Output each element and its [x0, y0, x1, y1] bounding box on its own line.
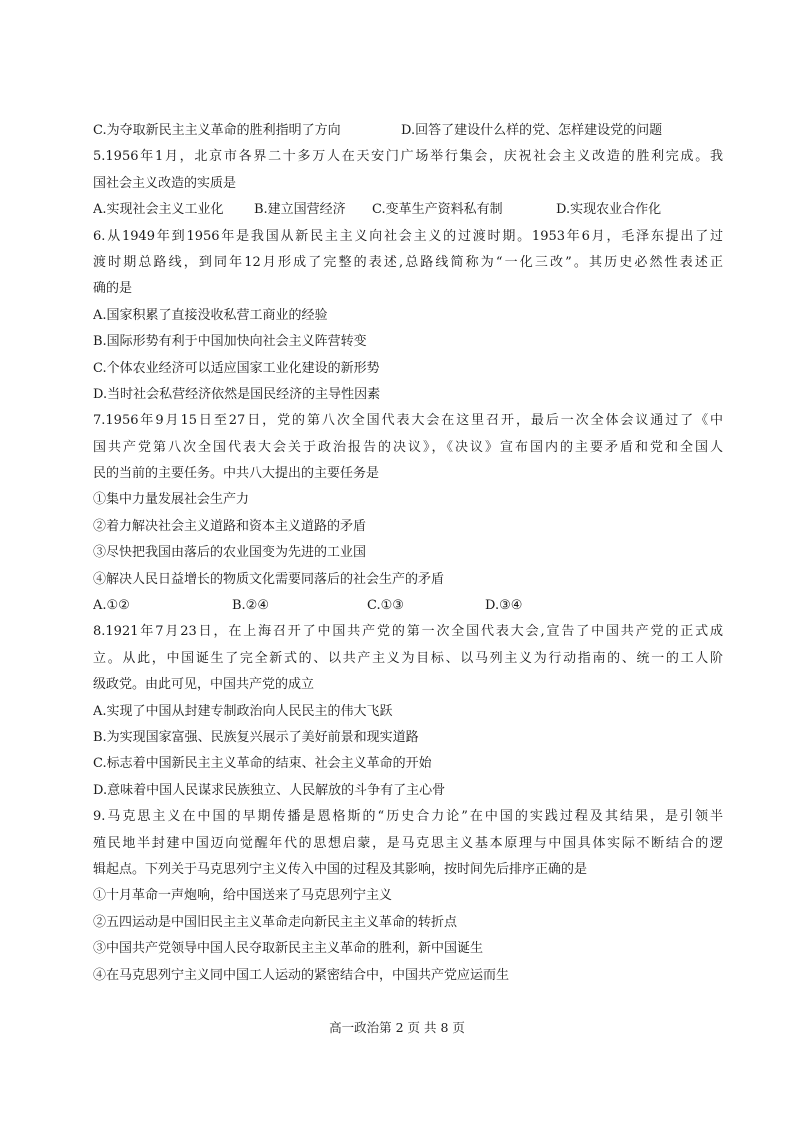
q5-option-d: D.实现农业合作化	[556, 202, 662, 218]
q7-stem-line-3: 民的当前的主要任务。中共八大提出的主要任务是	[93, 466, 380, 482]
q7-option-a: A.①②	[93, 598, 130, 614]
q8-stem-line-2: 立。从此，中国诞生了完全新式的、以共产主义为目标、以马列主义为行动指南的、统一的工人阶	[93, 650, 723, 666]
q6-option-b: B.国际形势有利于中国加快向社会主义阵营转变	[93, 334, 367, 350]
q7-option-c: C.①③	[367, 598, 404, 614]
q4-option-c: C.为夺取新民主主义革命的胜利指明了方向	[93, 123, 341, 138]
q7-item-2: ②着力解决社会主义道路和资本主义道路的矛盾	[93, 518, 367, 534]
q7-stem-line-1: 7.1956年9月15日至27日，党的第八次全国代表大会在这里召开，最后一次全体会议通过了《中	[93, 413, 723, 429]
q9-item-3: ③中国共产党领导中国人民夺取新民主主义革命的胜利，新中国诞生	[93, 941, 484, 957]
q5-options	[93, 197, 723, 223]
q6-option-a: A.国家积累了直接没收私营工商业的经验	[93, 307, 328, 323]
q6-option-c: C.个体农业经济可以适应国家工业化建设的新形势	[93, 360, 380, 376]
q7-item-1: ①集中力量发展社会生产力	[93, 492, 250, 508]
q7-item-3: ③尽快把我国由落后的农业国变为先进的工业国	[93, 545, 367, 561]
q6-stem-line-1: 6.从1949年到1956年是我国从新民主主义向社会主义的过渡时期。1953年6月，毛泽东提出了过	[93, 228, 723, 244]
q7-option-b: B.②④	[232, 598, 269, 614]
q8-option-a: A.实现了中国从封建专制政治向人民民主的伟大飞跃	[93, 703, 393, 719]
q9-stem-line-2: 殖民地半封建中国迈向觉醒年代的思想启蒙，是马克思主义基本原理与中国具体实际不断结合的逻	[93, 835, 723, 851]
q7-option-d: D.③④	[485, 598, 523, 614]
q8-stem-line-3: 级政党。由此可见，中国共产党的成立	[93, 677, 315, 693]
q5-stem-line-2: 国社会主义改造的实质是	[93, 175, 237, 191]
q9-item-4: ④在马克思列宁主义同中国工人运动的紧密结合中，中国共产党应运而生	[93, 967, 510, 983]
q7-item-4: ④解决人民日益增长的物质文化需要同落后的社会生产的矛盾	[93, 571, 445, 587]
q8-stem-line-1: 8.1921年7月23日，在上海召开了中国共产党的第一次全国代表大会,宣告了中国共产党的正式成	[93, 624, 723, 640]
q6-stem-line-2: 渡时期总路线，到同年12月形成了完整的表述,总路线简称为“一化三改”。其历史必然性表述正	[93, 254, 723, 270]
q9-item-2: ②五四运动是中国旧民主主义革命走向新民主主义革命的转折点	[93, 914, 458, 930]
q8-option-c: C.标志着中国新民主主义革命的结束、社会主义革命的开始	[93, 756, 432, 772]
page-footer: 高一政治第 2 页 共 8 页	[329, 1020, 465, 1035]
q5-option-a: A.实现社会主义工业化	[93, 202, 224, 218]
q8-option-b: B.为实现国家富强、民族复兴展示了美好前景和现实道路	[93, 729, 419, 745]
page-content	[93, 118, 723, 989]
q8-option-d: D.意味着中国人民谋求民族独立、人民解放的斗争有了主心骨	[93, 782, 446, 798]
q4-options-cd	[93, 118, 723, 144]
q5-stem-line-1: 5.1956年1月，北京市各界二十多万人在天安门广场举行集会，庆祝社会主义改造的胜利完成。我	[93, 149, 723, 165]
q4-option-d: D.回答了建设什么样的党、怎样建设党的问题	[401, 123, 663, 138]
q7-stem-line-2: 国共产党第八次全国代表大会关于政治报告的决议》，《决议》宣布国内的主要矛盾和党和全国人	[93, 439, 723, 455]
q6-option-d: D.当时社会私营经济依然是国民经济的主导性因素	[93, 386, 381, 402]
q5-option-b: B.建立国营经济	[254, 202, 346, 218]
q9-stem-line-3: 辑起点。下列关于马克思列宁主义传入中国的过程及其影响，按时间先后排序正确的是	[93, 861, 588, 877]
q5-option-c: C.变革生产资料私有制	[372, 202, 503, 218]
q9-stem-line-1: 9.马克思主义在中国的早期传播是恩格斯的“历史合力论”在中国的实践过程及其结果，是引领半	[93, 809, 723, 825]
q6-stem-line-3: 确的是	[93, 281, 133, 297]
q9-item-1: ①十月革命一声炮响，给中国送来了马克思列宁主义	[93, 888, 393, 904]
q7-options	[93, 593, 723, 619]
